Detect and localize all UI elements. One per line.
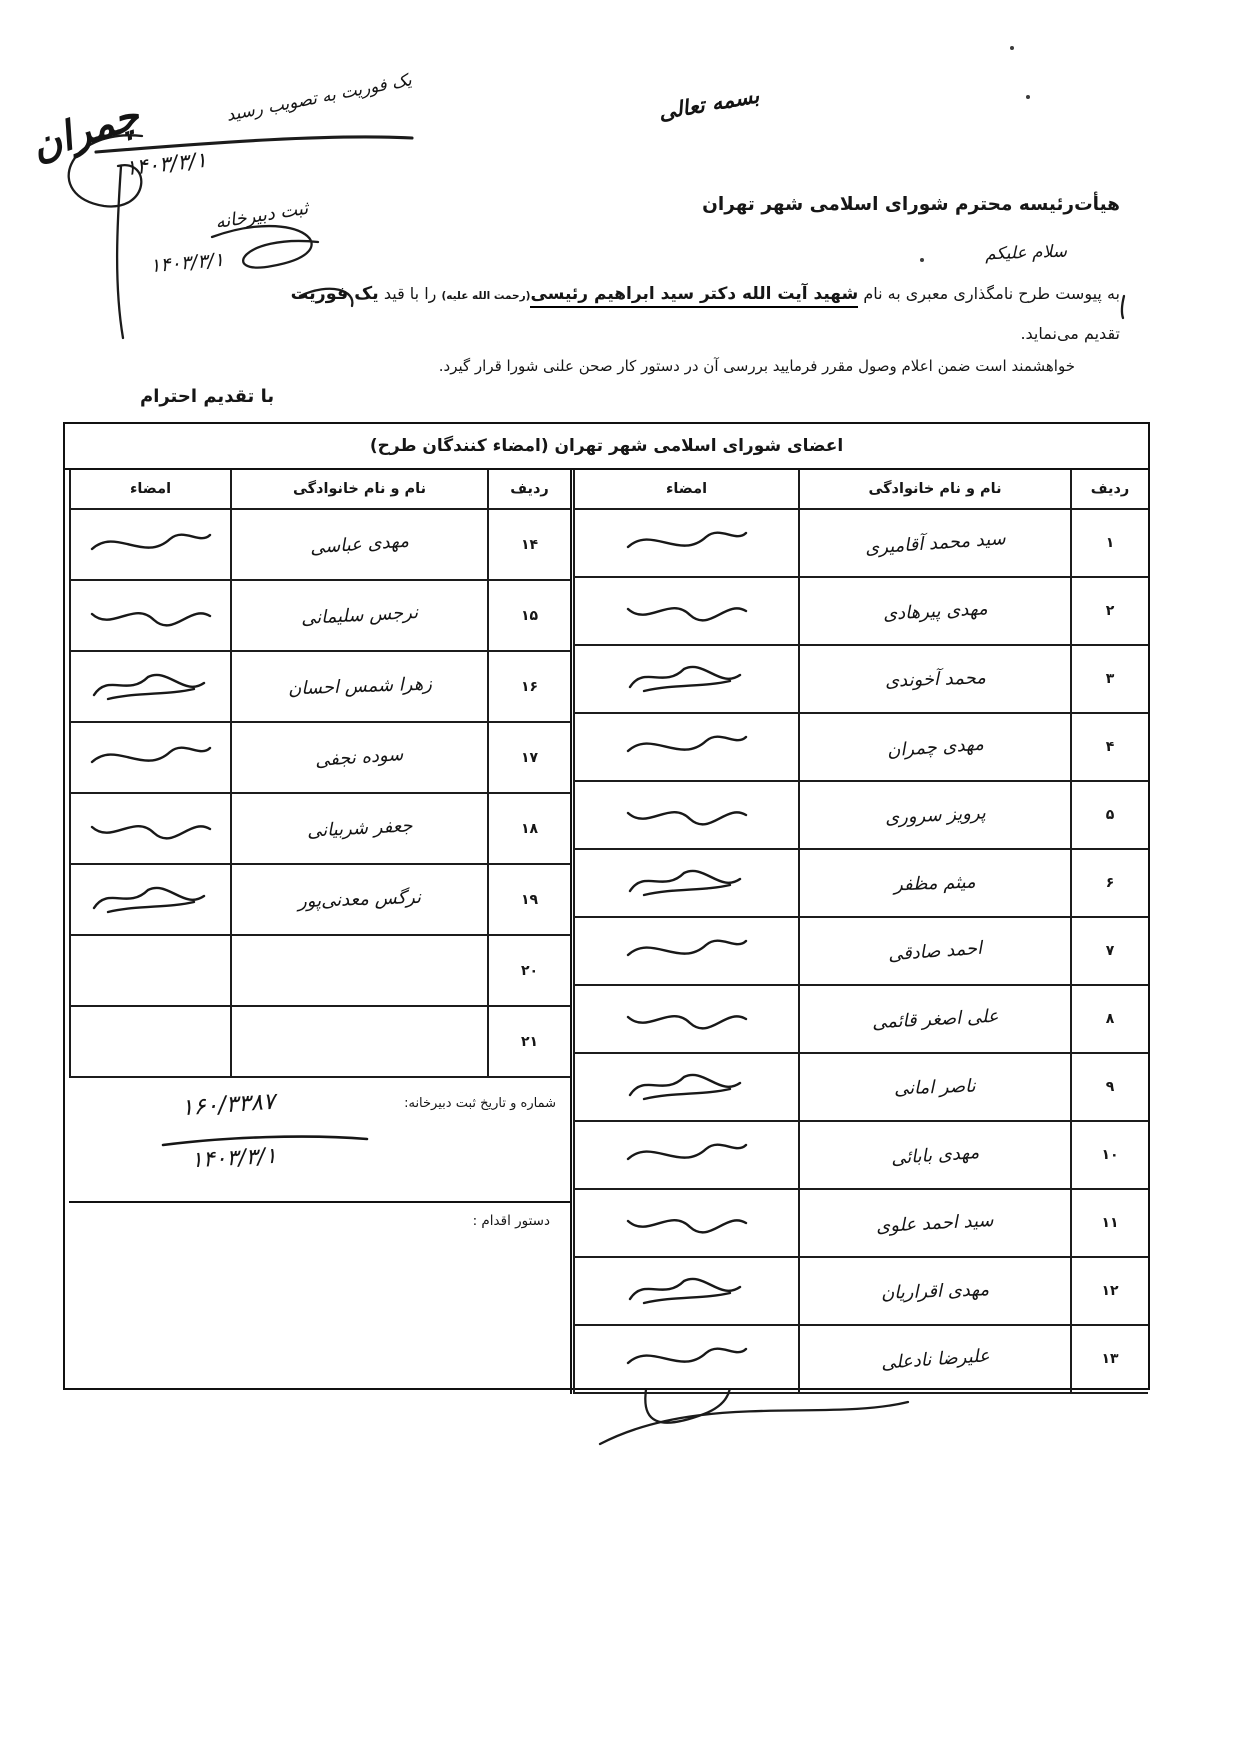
member-name-handwritten: سید احمد علوی <box>875 1209 995 1237</box>
signature-cell <box>69 936 230 1007</box>
member-name-cell <box>230 1007 487 1078</box>
member-name-cell <box>798 1258 1070 1326</box>
row-number-cell: ۴ <box>1070 714 1148 782</box>
scan-speck <box>1010 46 1014 50</box>
member-name-handwritten: مهدی عباسی <box>309 530 410 559</box>
row-number-cell: ۱ <box>1070 510 1148 578</box>
member-name-handwritten: مهدی چمران <box>885 733 985 761</box>
recipient-heading: هیأت‌رئیسه محترم شورای اسلامی شهر تهران <box>702 194 1120 215</box>
signature-scribble <box>622 1133 752 1177</box>
member-name-handwritten: مهدی پیرهادی <box>882 597 988 625</box>
signature-cell <box>573 714 798 782</box>
signature-cell <box>69 510 230 581</box>
header-full-name: نام و نام خانوادگی <box>798 470 1070 510</box>
member-name-handwritten: احمد صادقی <box>887 937 983 965</box>
signature-scribble <box>622 1065 752 1109</box>
signature-cell <box>573 1190 798 1258</box>
member-name-handwritten: پرویز سروری <box>884 801 986 829</box>
approval-date-handwritten: ۱۴۰۳/۳/۱ <box>123 147 208 181</box>
row-number-cell: ۲۱ <box>487 1007 570 1078</box>
member-name-cell <box>798 986 1070 1054</box>
member-name-cell <box>798 714 1070 782</box>
member-name-handwritten: نرجس سلیمانی <box>300 601 419 630</box>
member-name-handwritten: محمد آخوندی <box>884 666 986 692</box>
martyr-name-underlined: شهید آیت الله دکتر سید ابراهیم رئیسی <box>530 284 858 308</box>
header-signature: امضاء <box>69 470 230 510</box>
header-signature: امضاء <box>573 470 798 510</box>
closing-respects: با تقدیم احترام <box>140 386 275 407</box>
row-number-cell: ۵ <box>1070 782 1148 850</box>
action-order-label: دستور اقدام : <box>472 1213 550 1229</box>
signature-cell <box>69 581 230 652</box>
row-number-cell: ۱۹ <box>487 865 570 936</box>
signature-cell <box>573 782 798 850</box>
row-number-cell: ۱۰ <box>1070 1122 1148 1190</box>
member-name-cell <box>230 794 487 865</box>
member-name-handwritten: میثم مظفر <box>893 871 977 895</box>
member-name-handwritten: ناصر امانی <box>893 1075 977 1099</box>
member-name-handwritten: سید محمد آقامیری <box>864 527 1006 559</box>
row-number-cell: ۸ <box>1070 986 1148 1054</box>
scan-speck <box>920 258 924 262</box>
row-number-cell: ۶ <box>1070 850 1148 918</box>
honorific-parenthetical: (رحمت الله علیه) <box>441 290 531 302</box>
signature-scribble <box>86 807 216 851</box>
row-number-cell: ۱۳ <box>1070 1326 1148 1394</box>
signature-scribble <box>622 1269 752 1313</box>
row-number-cell: ۱۱ <box>1070 1190 1148 1258</box>
signature-cell <box>69 794 230 865</box>
member-name-handwritten: جعفر شربیانی <box>306 815 413 842</box>
row-number-cell: ۳ <box>1070 646 1148 714</box>
signature-scribble <box>86 523 216 567</box>
signature-cell <box>69 1007 230 1078</box>
signatories-table <box>63 422 1150 1390</box>
signature-cell <box>573 1258 798 1326</box>
signature-cell <box>69 723 230 794</box>
chamran-signature: چمران <box>25 92 145 170</box>
salutation-handwritten: سلام علیکم <box>984 241 1068 265</box>
signature-cell <box>573 646 798 714</box>
signature-scribble <box>622 521 752 565</box>
signature-cell <box>573 578 798 646</box>
member-name-handwritten: نرگس معدنی‌پور <box>297 886 422 913</box>
secretariat-number-handwritten: ۱۶۰/۳۳۸۷ <box>180 1088 277 1122</box>
signature-scribble <box>622 929 752 973</box>
signature-scribble <box>86 594 216 638</box>
member-name-cell <box>230 723 487 794</box>
signature-scribble <box>622 997 752 1041</box>
header-row-number: ردیف <box>487 470 570 510</box>
member-name-handwritten: علیرضا نادعلی <box>880 1344 990 1374</box>
approval-underline-stroke <box>96 137 412 152</box>
member-name-cell <box>798 1054 1070 1122</box>
header-row-number: ردیف <box>1070 470 1148 510</box>
row-number-cell: ۲ <box>1070 578 1148 646</box>
member-name-handwritten: علی اصغر قائمی <box>871 1005 999 1033</box>
signature-scribble <box>622 861 752 905</box>
signature-scribble <box>622 725 752 769</box>
body-line-2: تقدیم می‌نماید. <box>1020 324 1120 343</box>
member-name-handwritten: مهدی اقراریان <box>880 1278 990 1304</box>
row-number-cell: ۹ <box>1070 1054 1148 1122</box>
secretariat-label: شماره و تاریخ ثبت دبیرخانه: <box>404 1096 556 1111</box>
member-name-cell <box>798 782 1070 850</box>
pen-stroke <box>117 166 123 338</box>
secretariat-date-handwritten: ۱۴۰۳/۳/۱ <box>190 1143 278 1174</box>
signature-cell <box>69 652 230 723</box>
signature-cell <box>69 865 230 936</box>
member-name-handwritten: سوده نجفی <box>314 743 405 772</box>
member-name-cell <box>798 1122 1070 1190</box>
member-name-handwritten: مهدی بابائی <box>890 1141 980 1169</box>
table-left-half <box>66 470 570 1394</box>
approval-note-handwritten: یک فوریت به تصویب رسید <box>224 70 414 126</box>
signature-cell <box>573 1122 798 1190</box>
row-number-cell: ۱۵ <box>487 581 570 652</box>
member-name-cell <box>798 1190 1070 1258</box>
signature-scribble <box>622 793 752 837</box>
row-number-cell: ۲۰ <box>487 936 570 1007</box>
registry-scribble <box>212 226 318 267</box>
secretariat-box <box>69 1078 570 1203</box>
signature-cell <box>573 1326 798 1394</box>
signature-cell <box>573 510 798 578</box>
member-name-cell <box>230 865 487 936</box>
signature-scribble <box>622 1337 752 1381</box>
member-name-cell <box>798 646 1070 714</box>
body-line1-pre: به پیوست طرح نامگذاری معبری به نام <box>863 284 1120 303</box>
member-name-cell <box>798 510 1070 578</box>
table-body <box>65 470 1148 1394</box>
action-order-box <box>69 1203 570 1394</box>
signature-scribble <box>86 665 216 709</box>
row-number-cell: ۱۷ <box>487 723 570 794</box>
member-name-cell <box>798 850 1070 918</box>
table-title: اعضای شورای اسلامی شهر تهران (امضاء کنندگان طرح) <box>65 424 1148 470</box>
member-name-cell <box>798 1326 1070 1394</box>
member-name-cell <box>798 578 1070 646</box>
member-name-handwritten: زهرا شمس احسان <box>287 673 432 700</box>
scan-speck <box>1026 95 1030 99</box>
body-line-1 <box>291 284 1120 304</box>
signature-scribble <box>86 736 216 780</box>
row-number-cell: ۱۸ <box>487 794 570 865</box>
signature-cell <box>573 1054 798 1122</box>
registry-date-handwritten: ۱۴۰۳/۳/۱ <box>149 248 225 278</box>
signature-scribble <box>622 589 752 633</box>
member-name-cell <box>230 652 487 723</box>
row-number-cell: ۱۲ <box>1070 1258 1148 1326</box>
margin-mark <box>1122 296 1124 318</box>
body-line-3: خواهشمند است ضمن اعلام وصول مقرر فرمایید بررسی آن در دستور کار صحن علنی شورا قرار گیرد. <box>438 357 1075 375</box>
header-full-name: نام و نام خانوادگی <box>230 470 487 510</box>
signature-scribble <box>86 878 216 922</box>
signature-scribble <box>622 1201 752 1245</box>
row-number-cell: ۷ <box>1070 918 1148 986</box>
signature-cell <box>573 986 798 1054</box>
row-number-cell: ۱۴ <box>487 510 570 581</box>
table-right-half <box>570 470 1148 1394</box>
row-number-cell: ۱۶ <box>487 652 570 723</box>
one-urgency-bold: یک فوریت <box>290 284 379 304</box>
member-name-cell <box>230 936 487 1007</box>
member-name-cell <box>798 918 1070 986</box>
member-name-cell <box>230 581 487 652</box>
registry-note-handwritten: ثبت دبیرخانه <box>213 197 310 234</box>
signature-cell <box>573 850 798 918</box>
body-line1-mid: را با قید <box>383 284 437 303</box>
bismillah: بسمه تعالی <box>657 83 762 125</box>
signature-scribble <box>622 657 752 701</box>
member-name-cell <box>230 510 487 581</box>
signature-cell <box>573 918 798 986</box>
